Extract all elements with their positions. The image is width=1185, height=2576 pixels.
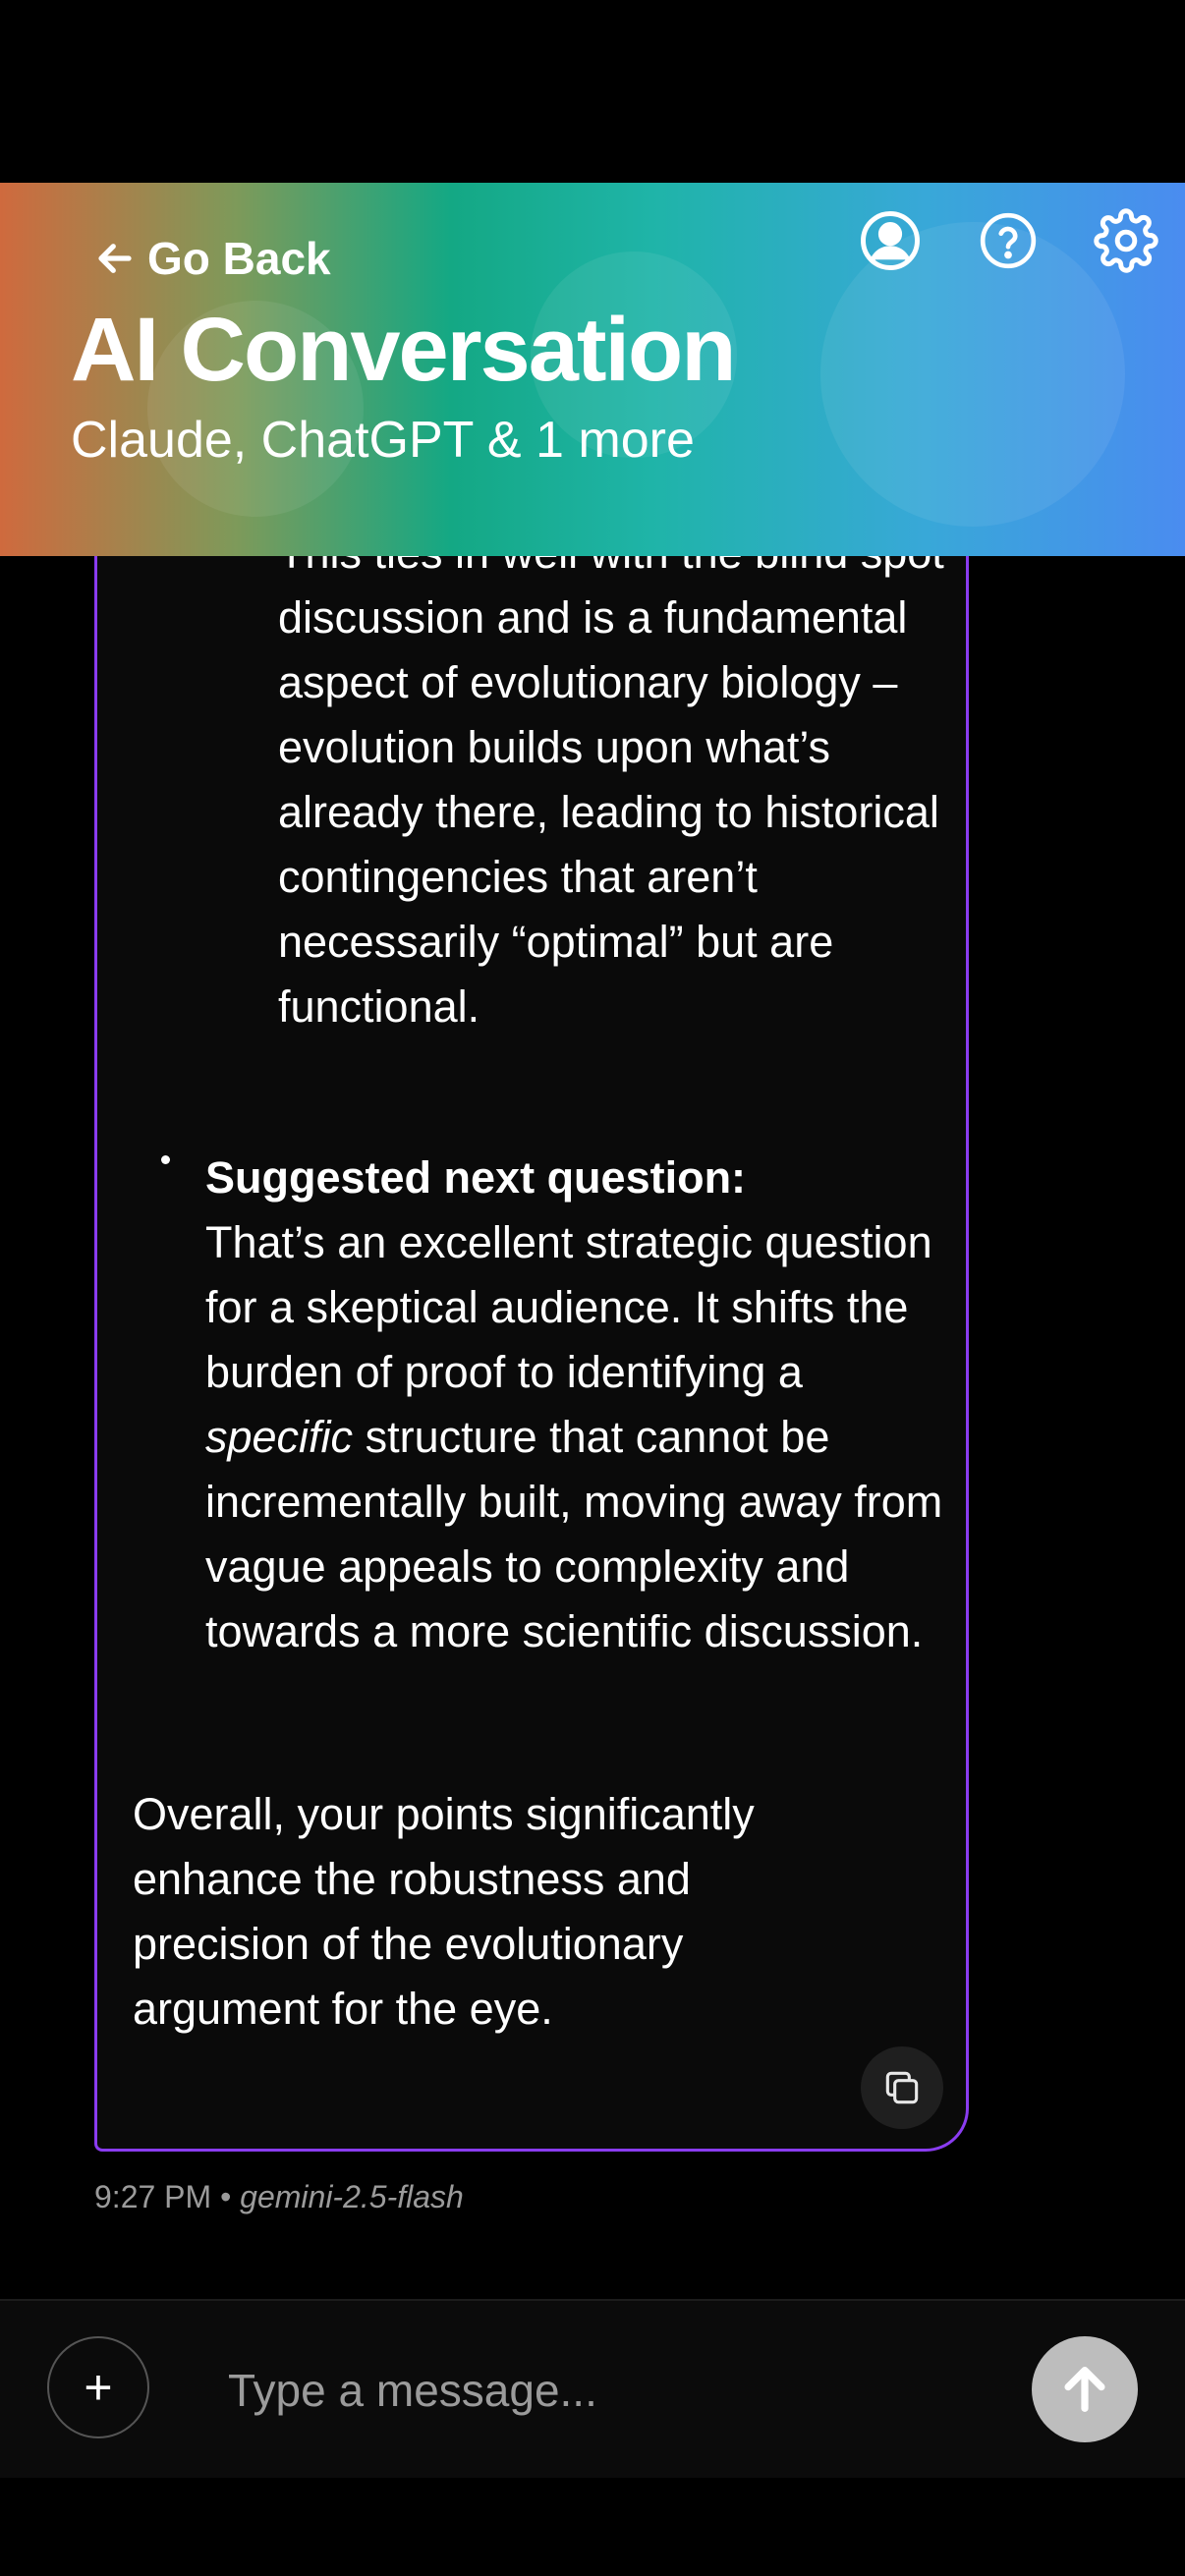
help-icon (978, 210, 1039, 271)
copy-button[interactable] (861, 2046, 943, 2129)
go-back-button[interactable] (94, 232, 331, 285)
add-attachment-button[interactable] (47, 2336, 149, 2438)
arrow-left-icon (94, 238, 136, 279)
send-button[interactable] (1032, 2336, 1138, 2442)
arrow-up-icon (1056, 2361, 1113, 2418)
go-back-label: Go Back (147, 233, 331, 284)
bullet-heading: Suggested next question: (205, 1152, 747, 1203)
message-closing-paragraph: Overall, your points significantly enhance the robustness and precision of the evolutionary argument for the eye. (133, 1789, 755, 2034)
profile-icon (858, 208, 923, 273)
help-button[interactable] (974, 206, 1043, 275)
message-bullet (205, 1146, 952, 1664)
conversation-header (0, 183, 1185, 556)
bullet-text-after: structure that cannot be incrementally built, moving away from vague appeals to complexity and towards a more scientific discussion. (205, 1412, 943, 1656)
profile-button[interactable] (856, 206, 925, 275)
bullet-text-before: That’s an excellent strategic question for a skeptical audience. It shifts the burden of proof to identifying a (205, 1217, 932, 1397)
message-time: 9:27 PM (94, 2179, 212, 2214)
message-input[interactable] (226, 2352, 977, 2429)
message-meta (94, 2179, 464, 2215)
plus-icon: + (84, 2360, 113, 2415)
page-subtitle: Claude, ChatGPT & 1 more (71, 412, 695, 469)
settings-button[interactable] (1092, 206, 1160, 275)
copy-icon (880, 2066, 924, 2109)
bullet-emphasis: specific (205, 1412, 354, 1462)
settings-icon (1094, 208, 1158, 273)
page-title: AI Conversation (71, 300, 735, 400)
meta-separator: • (220, 2179, 232, 2214)
message-nested-paragraph: discussion and is a fundamental aspect of evolutionary biology – evolution builds upon what’s already there, leading to historical contingencies that aren’t necessarily “optimal” but are functional. (278, 592, 939, 1032)
model-name: gemini-2.5-flash (240, 2179, 464, 2214)
bullet-dot (161, 1155, 170, 1164)
message-composer (0, 2299, 1185, 2478)
